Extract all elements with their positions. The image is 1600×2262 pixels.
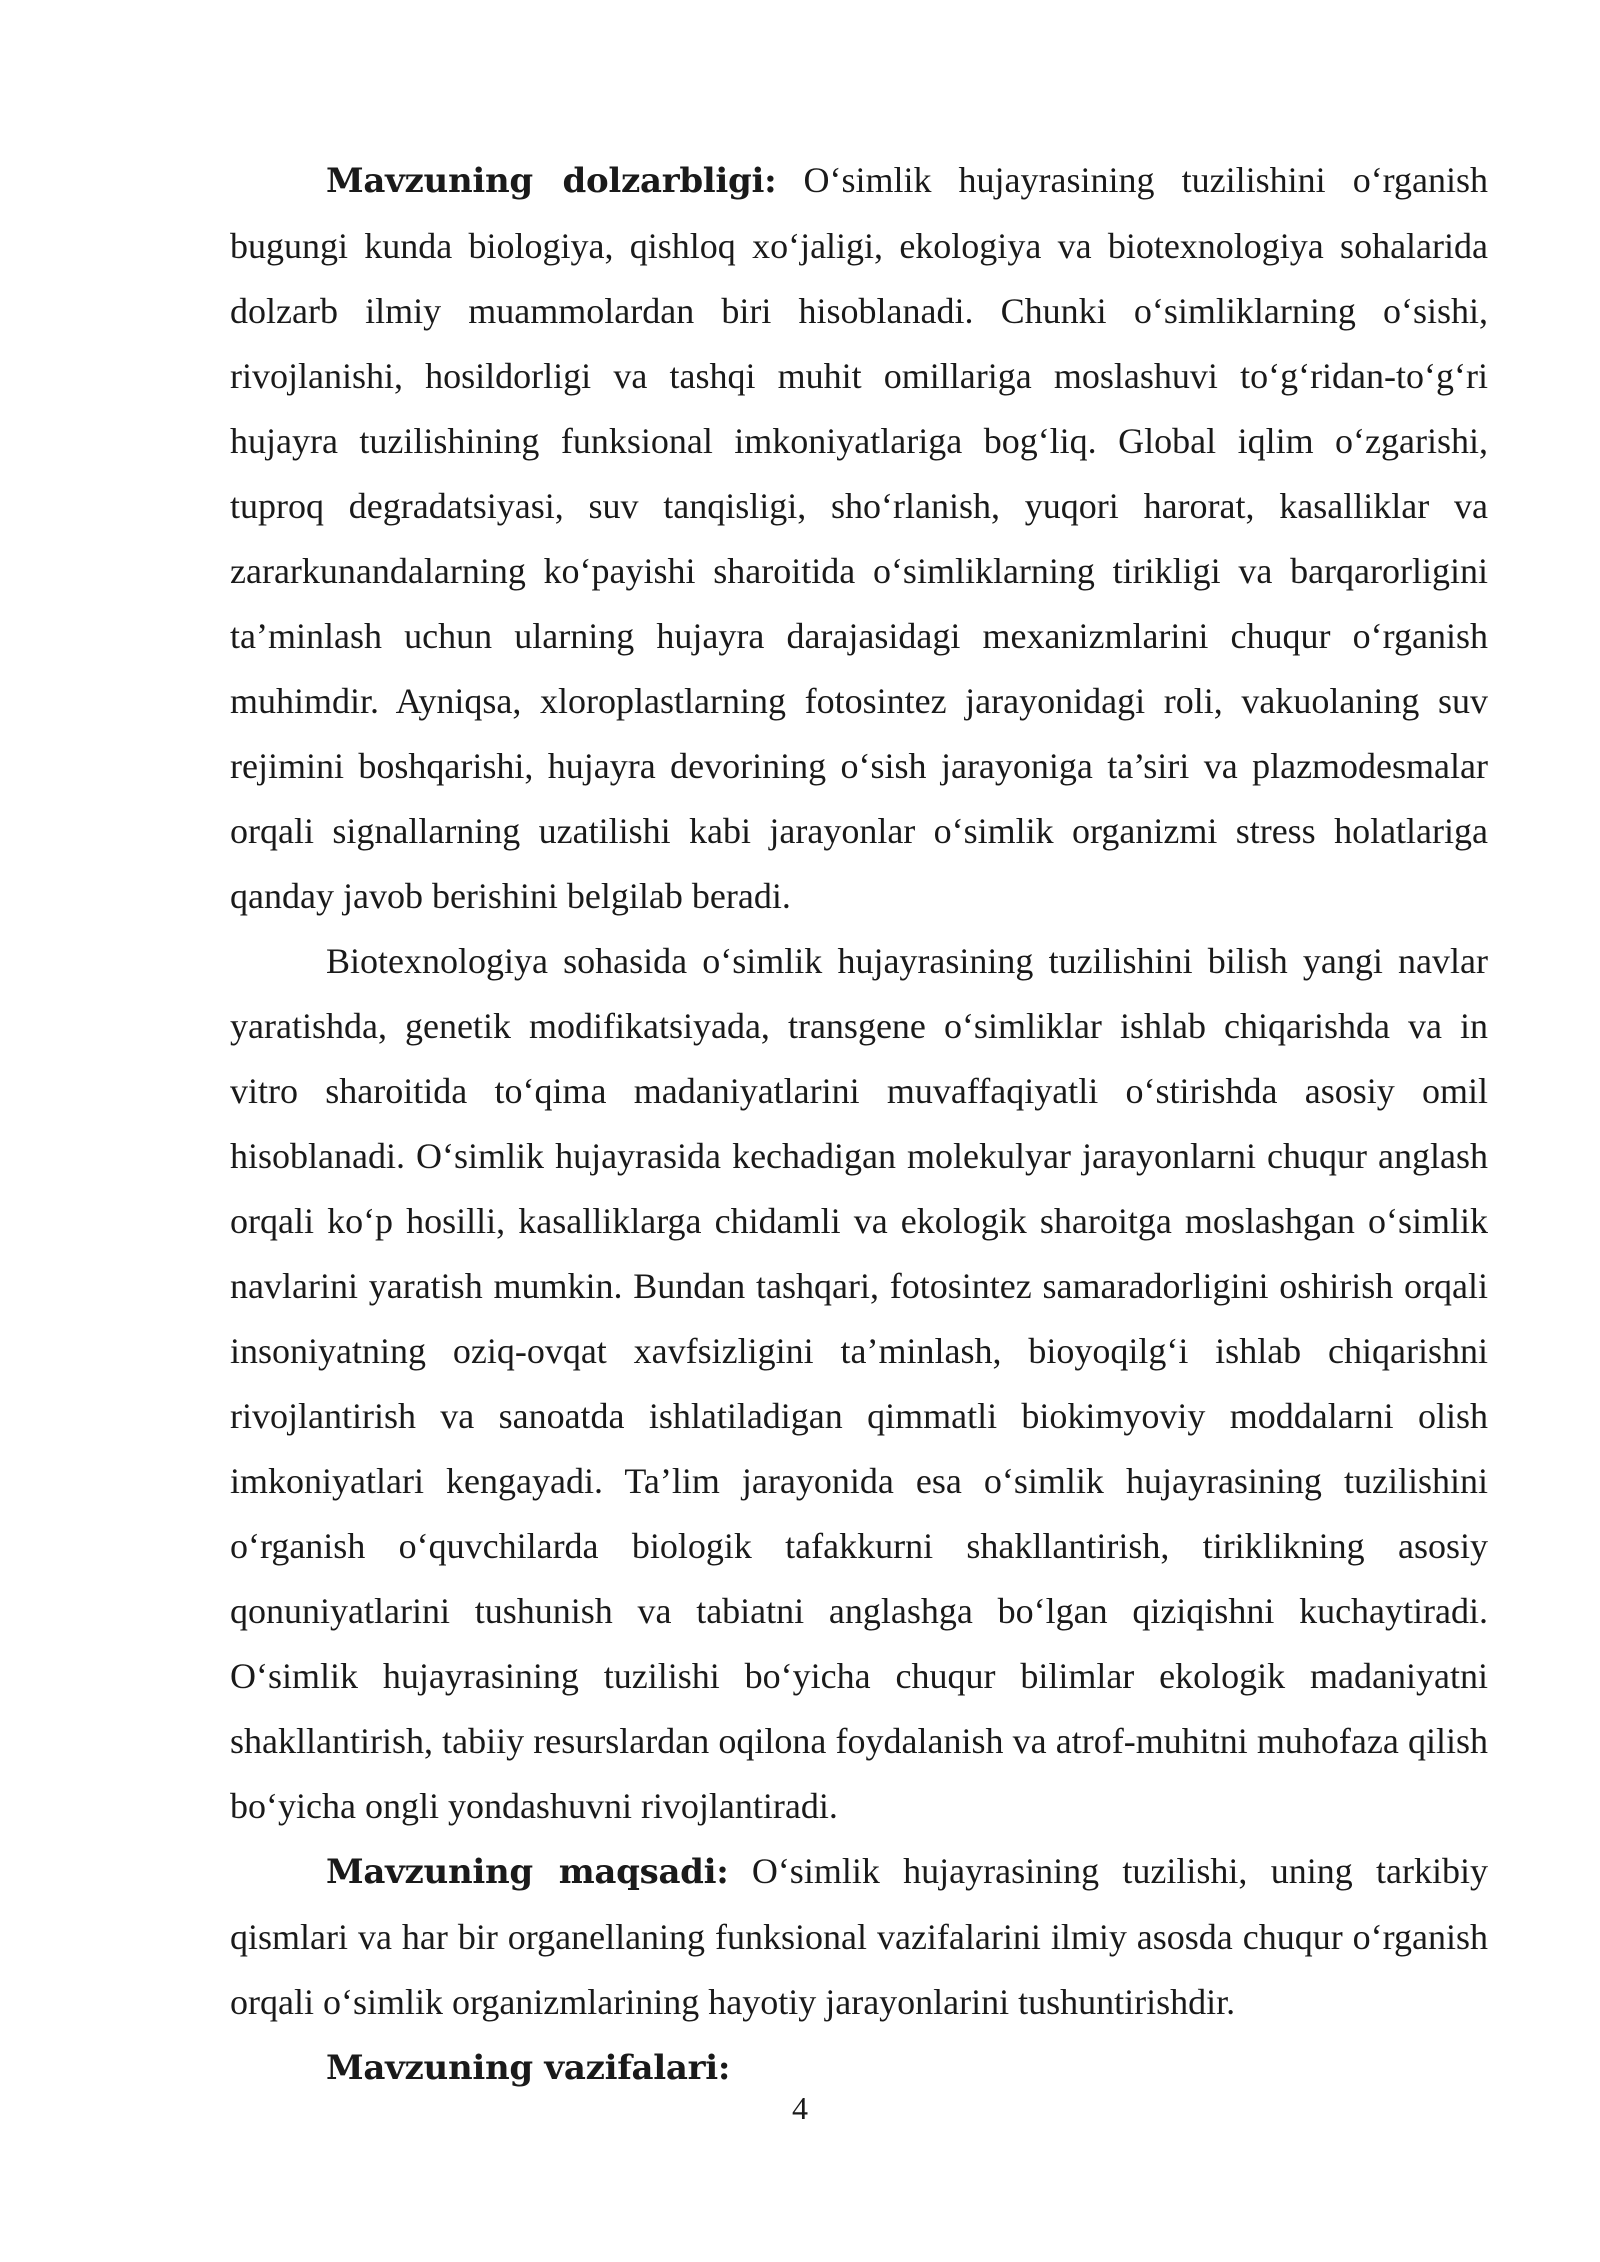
page-number: 4 — [792, 2090, 808, 2126]
heading-goal: Mavzuning maqsadi: — [326, 1852, 729, 1892]
paragraph-biotechnology — [230, 929, 1488, 1839]
paragraph-relevance-text: O‘simlik hujayrasining tuzilishini o‘rganish bugungi kunda biologiya, qishloq xo‘jaligi, ekologiya va biotexnologiya sohalarida dolzarb ilmiy muammolardan biri hisoblanadi. Chunki o‘simliklarning o‘sishi, rivojlanishi, hosildorligi va tashqi muhit omillariga moslashuvi to‘g‘ridan-to‘g‘ri hujayra tuzilishining funksional imkoniyatlariga bog‘liq. Global iqlim o‘zgarishi, tuproq degradatsiyasi, suv tanqisligi, sho‘rlanish, yuqori harorat, kasalliklar va zararkunandalarning ko‘payishi sharoitida o‘simliklarning tirikligi va barqarorligini ta’minlash uchun ularning hujayra darajasidagi mexanizmlarini chuqur o‘rganish muhimdir. Ayniqsa, xloroplastlarning fotosintez jarayonidagi roli, vakuolaning suv rejimini boshqarishi, hujayra devorining o‘sish jarayoniga ta’siri va plazmodesmalar orqali signallarning uzatilishi kabi jarayonlar o‘simlik organizmi stress holatlariga qanday javob berishini belgilab beradi. — [230, 160, 1489, 916]
heading-tasks: Mavzuning vazifalari: — [326, 2048, 731, 2088]
document-body — [230, 148, 1488, 2101]
paragraph-biotechnology-text: Biotexnologiya sohasida o‘simlik hujayrasining tuzilishini bilish yangi navlar yaratishda, genetik modifikatsiyada, transgene o‘simliklar ishlab chiqarishda va in vitro sharoitida to‘qima madaniyatlarini muvaffaqiyatli o‘stirishda asosiy omil hisoblanadi. O‘simlik hujayrasida kechadigan molekulyar jarayonlarni chuqur anglash orqali ko‘p hosilli, kasalliklarga chidamli va ekologik sharoitga moslashgan o‘simlik navlarini yaratish mumkin. Bundan tashqari, fotosintez samaradorligini oshirish orqali insoniyatning oziq-ovqat xavfsizligini ta’minlash, bioyoqilg‘i ishlab chiqarishni rivojlantirish va sanoatda ishlatiladigan qimmatli biokimyoviy moddalarni olish imkoniyatlari kengayadi. Ta’lim jarayonida esa o‘simlik hujayrasining tuzilishini o‘rganish o‘quvchilarda biologik tafakkurni shakllantirish, tiriklikning asosiy qonuniyatlarini tushunish va tabiatni anglashga bo‘lgan qiziqishni kuchaytiradi. O‘simlik hujayrasining tuzilishi bo‘yicha chuqur bilimlar ekologik madaniyatni shakllantirish, tabiiy resurslardan oqilona foydalanish va atrof-muhitni muhofaza qilish bo‘yicha ongli yondashuvni rivojlantiradi. — [230, 941, 1488, 1826]
paragraph-relevance — [230, 148, 1488, 929]
paragraph-goal — [230, 1839, 1488, 2035]
heading-relevance: Mavzuning dolzarbligi: — [326, 161, 777, 201]
paragraph-goal-text: O‘simlik hujayrasining tuzilishi, uning tarkibiy qismlari va har bir organellaning funksional vazifalarini ilmiy asosda chuqur o‘rganish orqali o‘simlik organizmlarining hayotiy jarayonlarini tushuntirishdir. — [230, 1851, 1488, 2022]
